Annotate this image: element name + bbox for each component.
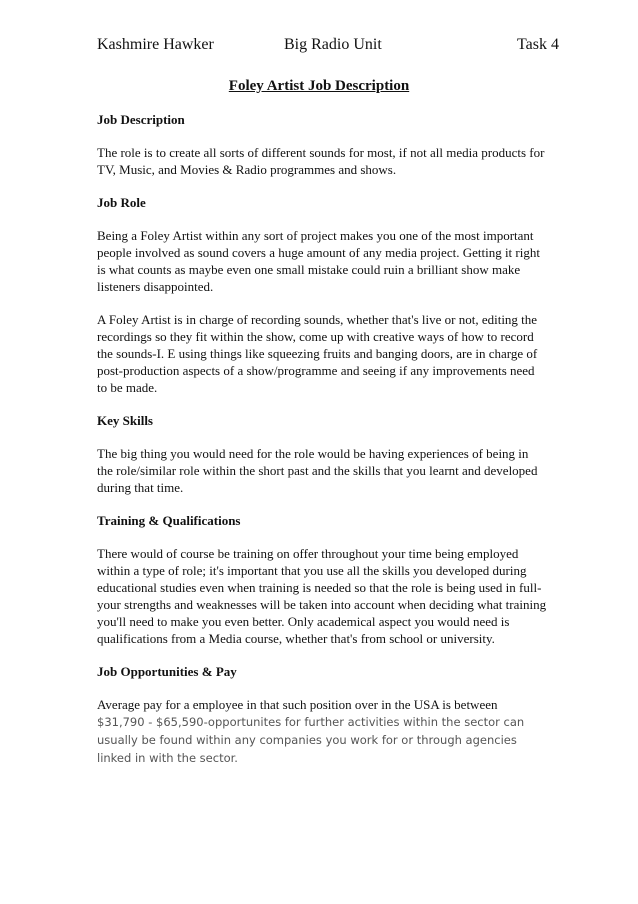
paragraph-opportunities-lead: Average pay for a employee in that such position over in the USA is between <box>97 697 498 712</box>
paragraph-job-role-2: A Foley Artist is in charge of recording sounds, whether that's live or not, editing the recordings so they fit within the show, come up with creative ways of how to record the sounds-I. E using things like squeezing fruits and banging doors, are in charge of post-production aspects of a show/programme and seeing if any improvements need to be made. <box>97 312 538 395</box>
heading-job-role: Job Role <box>97 195 146 210</box>
heading-opportunities: Job Opportunities & Pay <box>97 664 237 679</box>
paragraph-job-role-1: Being a Foley Artist within any sort of project makes you one of the most important people involved as sound covers a huge amount of any media project. Getting it right is what counts as maybe even one small mistake could ruin a brilliant show make listeners disappointed. <box>97 228 540 294</box>
heading-job-description: Job Description <box>97 112 185 127</box>
document-body <box>97 111 547 782</box>
header-task: Task 4 <box>517 36 559 53</box>
heading-training: Training & Qualifications <box>97 513 241 528</box>
paragraph-opportunities-tail: $31,790 - $65,590-opportunites for further activities within the sector can usually be found within any companies you work for or through agencies linked in with the sector. <box>97 715 525 765</box>
document-title: Foley Artist Job Description <box>228 78 410 94</box>
paragraph-job-description: The role is to create all sorts of different sounds for most, if not all media products for TV, Music, and Movies & Radio programmes and shows. <box>97 145 545 177</box>
paragraph-key-skills: The big thing you would need for the role would be having experiences of being in the role/similar role within the short past and the skills that you learnt and developed during that time. <box>97 446 538 495</box>
paragraph-training: There would of course be training on offer throughout your time being employed within a type of role; it's important that you use all the skills you developed during educational studies even when training is needed so that the role is being used in full-your strengths and weaknesses will be taken into account when deciding what training you'll need to make you even better. Only academical aspect you would need is qualifications from a Media course, whether that's from school or university. <box>97 546 547 646</box>
paragraph-opportunities <box>97 696 547 767</box>
header-author: Kashmire Hawker <box>97 36 214 53</box>
page-header <box>97 36 559 58</box>
heading-key-skills: Key Skills <box>97 413 153 428</box>
header-unit: Big Radio Unit <box>284 36 382 53</box>
